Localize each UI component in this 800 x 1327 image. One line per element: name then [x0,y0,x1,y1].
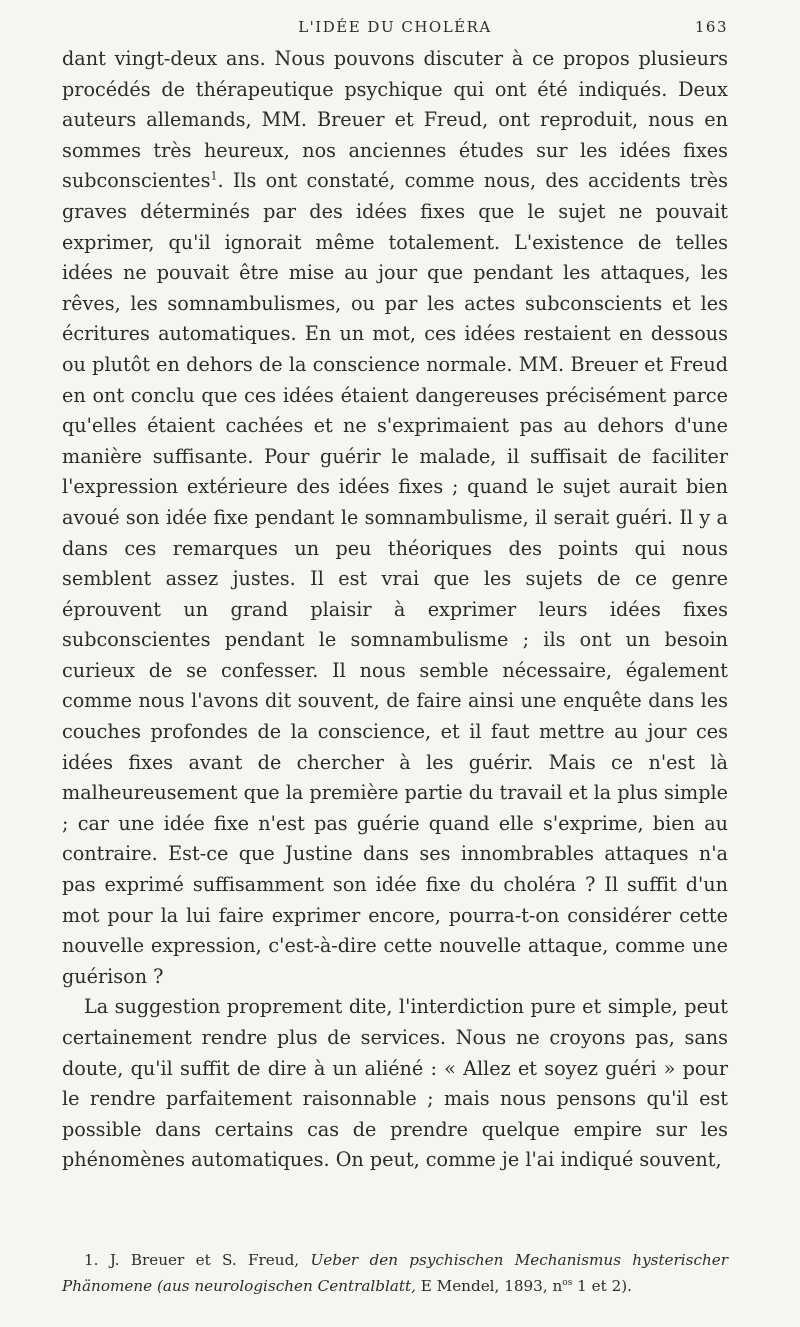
footnote [62,1249,728,1298]
page-number: 163 [694,18,728,36]
footnote-reference[interactable]: 1 [210,169,218,183]
paragraph-2: La suggestion proprement dite, l'interdiction pure et simple, peut certainement rendre plus de services. Nous ne croyons pas, sans doute, qu'il suffit de dire à un aliéné : « Allez et soyez guéri » pour le rendre parfaitement raisonnable ; mais nous pensons qu'il est possible dans certains cas de prendre quelque empire sur les phénomènes automatiques. On peut, comme je l'ai indiqué souvent, [62,995,728,1172]
footnote-issues: 1 et 2). [577,1277,632,1296]
footnote-title: Ueber den psychischen Mechanismus hysterischer Phänomene [62,1251,728,1296]
footnote-nos-suffix: os [562,1278,573,1288]
footnote-authors: J. Breuer et S. Freud, [109,1251,300,1269]
footnote-number: 1. [84,1251,99,1269]
running-title: L'IDÉE DU CHOLÉRA [298,18,492,36]
paragraph-1-text-before-note: dant vingt-deux ans. Nous pouvons discuter à ce propos plusieurs procédés de thérapeutique psychique qui ont été indiqués. Deux auteurs allemands, MM. Breuer et Freud, ont reproduit, nous en sommes très heureux, nos anciennes études sur les idées fixes subconscientes [62,47,728,193]
running-head [62,0,728,44]
footnote-publisher: E Mendel, 1893, n [420,1277,563,1296]
paragraph-1-text-after-note: . Ils ont constaté, comme nous, des accidents très graves déterminés par des idées fixes que le sujet ne pouvait exprimer, qu'il ignorait même totalement. L'existence de telles idées ne pouvait être mise au jour que pendant les attaques, les rêves, les somnambulismes, ou par les actes subconscients et les écritures automatiques. En un mot, ces idées restaient en dessous ou plutôt en dehors de la conscience normale. MM. Breuer et Freud en ont conclu que ces idées étaient dangereuses précisément parce qu'elles étaient cachées et ne s'exprimaient pas au dehors d'une manière suffisante. Pour guérir le malade, il suffisait de faciliter l'expression extérieure des idées fixes ; quand le sujet aurait bien avoué son idée fixe pendant le somnambulisme, il serait guéri. Il y a dans ces remarques un peu théoriques des points qui nous semblent assez justes. Il est vrai que les sujets de ce genre éprouvent un grand plaisir à exprimer leurs idées fixes subconscientes pendant le somnambulisme ; ils ont un besoin curieux de se confesser. Il nous semble nécessaire, également comme nous l'avons dit souvent, de faire ainsi une enquête dans les couches profondes de la conscience, et il faut mettre au jour ces idées fixes avant de chercher à les guérir. Mais ce n'est là malheureusement que la première partie du travail et la plus simple ; car une idée fixe n'est pas guérie quand elle s'exprime, bien au contraire. Est-ce que Justine dans ses innombrables attaques n'a pas exprimé suffisamment son idée fixe du choléra ? Il suffit d'un mot pour la lui faire exprimer encore, pourra-t-on considérer cette nouvelle expression, c'est-à-dire cette nouvelle attaque, comme une guérison ? [62,169,728,988]
footnote-source-title: neurologischen Centralblatt, [194,1277,416,1296]
paragraph-1 [62,44,728,992]
footnote-source-open: (aus [156,1277,190,1296]
